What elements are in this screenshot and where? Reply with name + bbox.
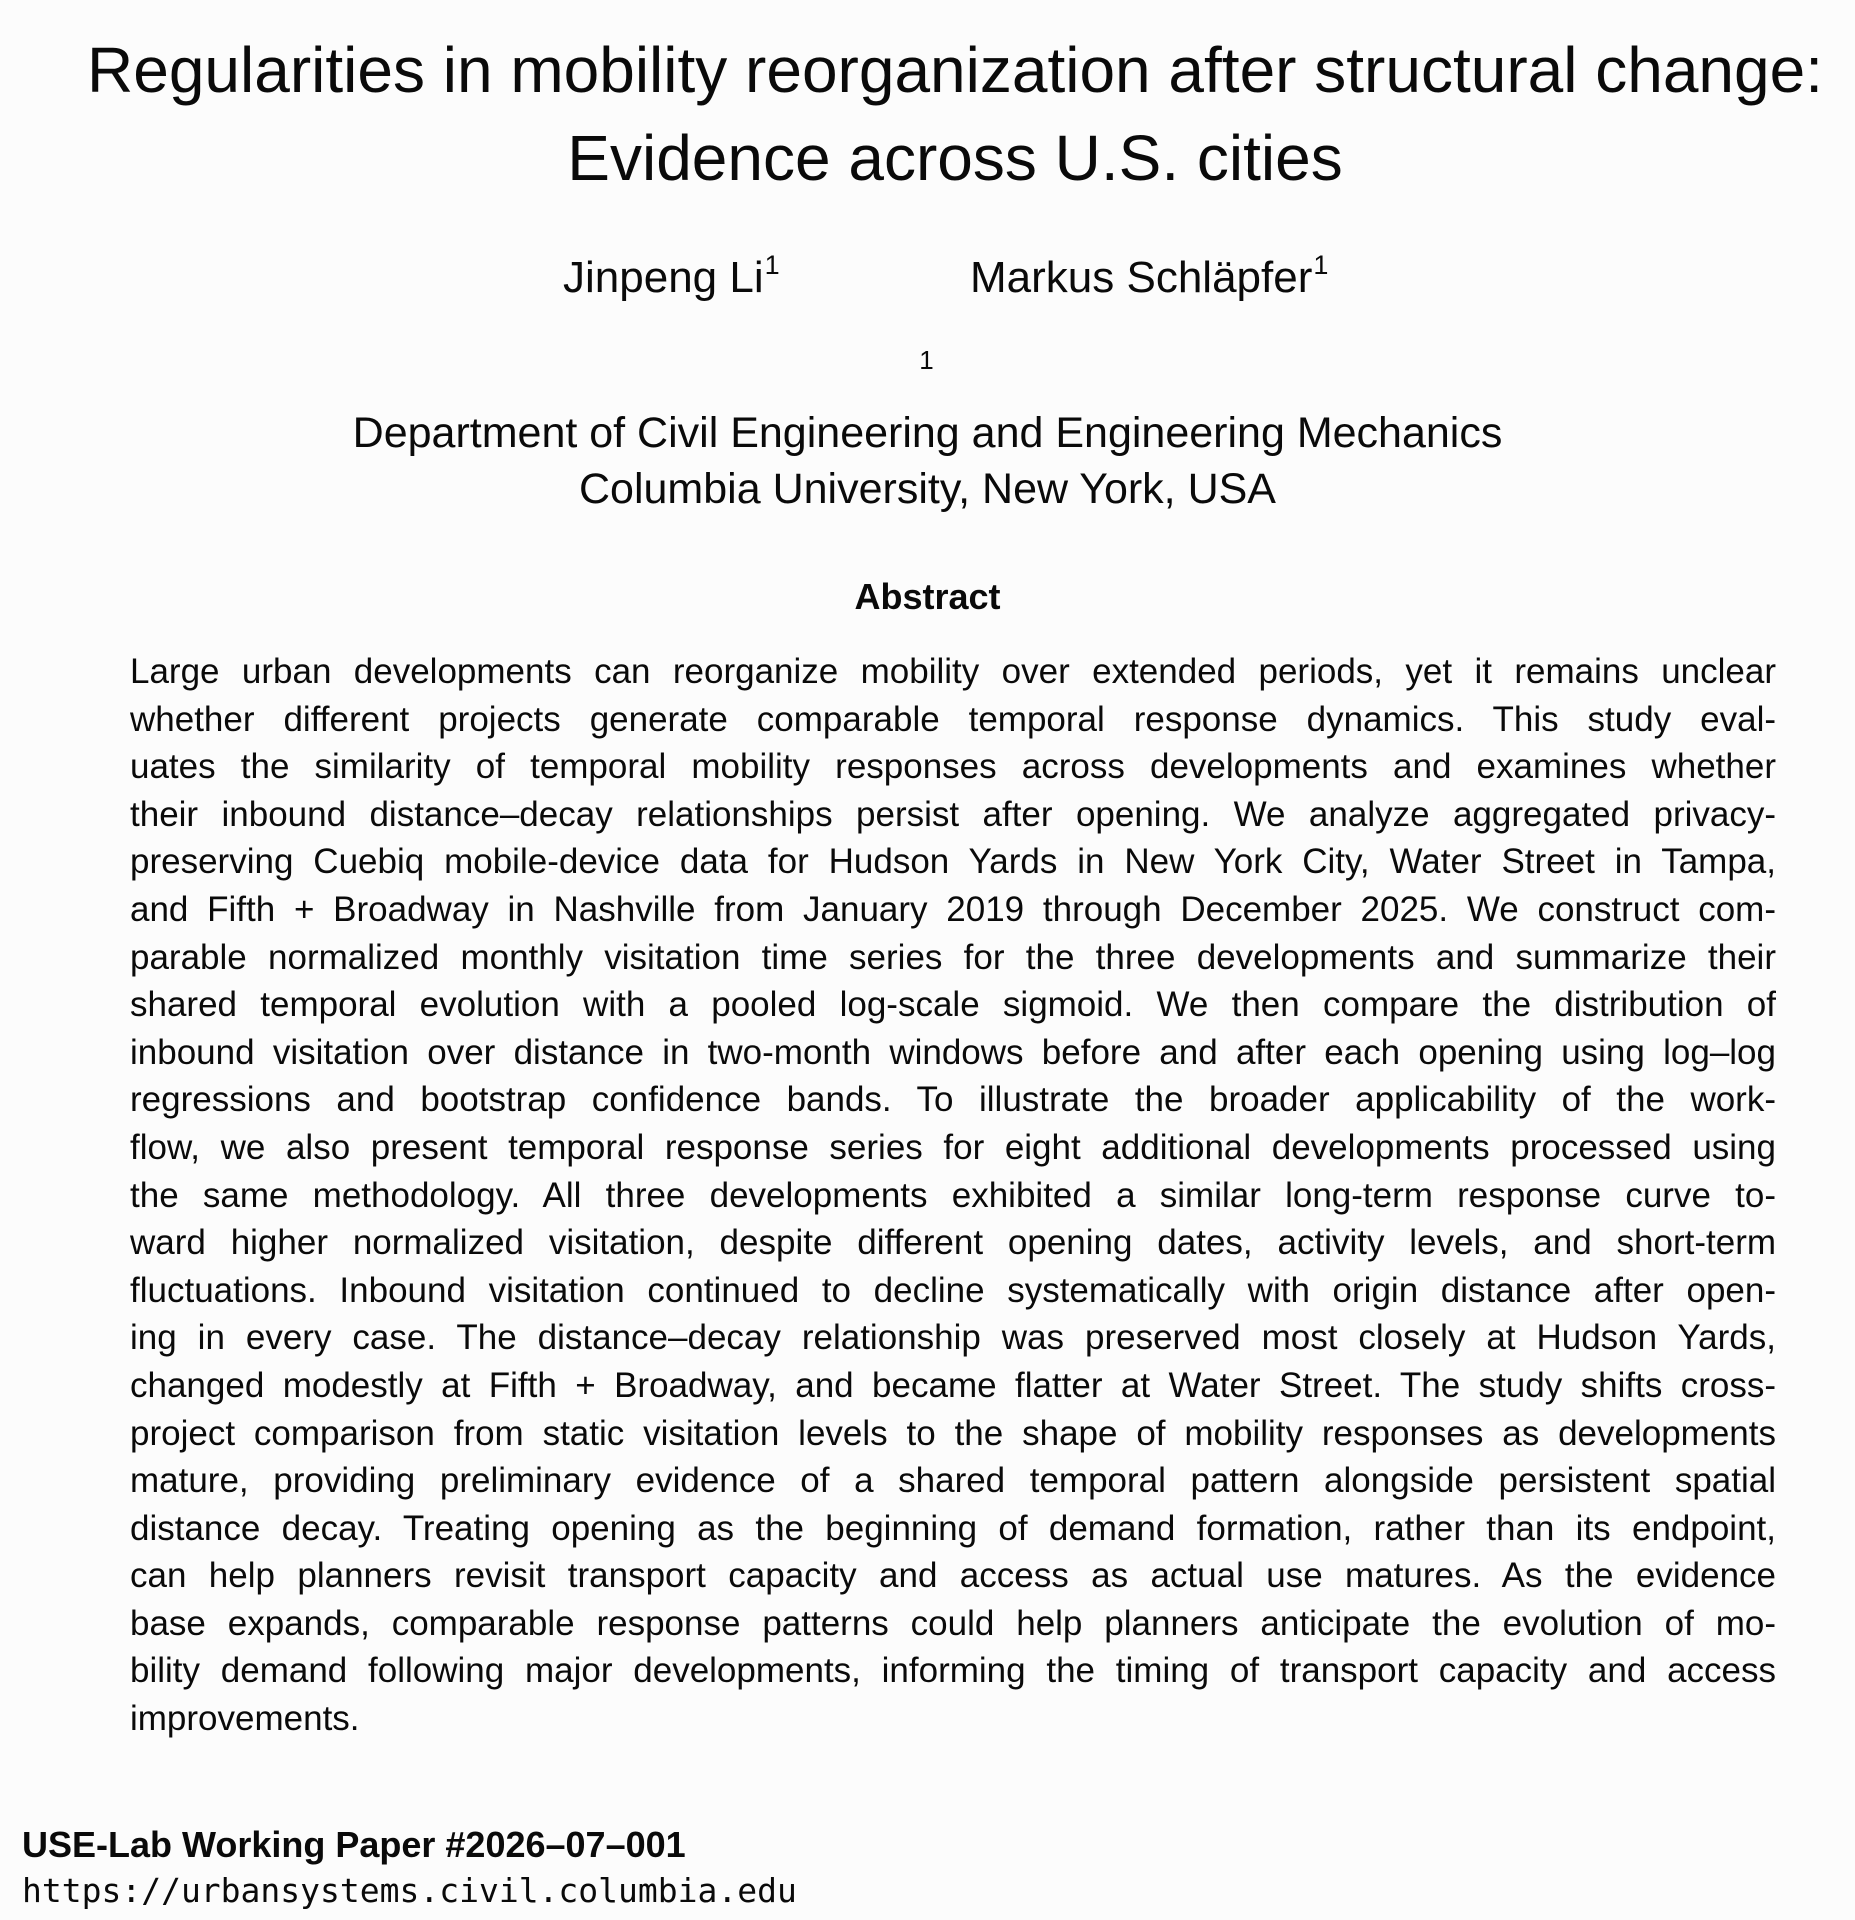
author-jinpeng-li bbox=[563, 248, 780, 313]
abstract-line: distance decay. Treating opening as the beginning of demand formation, rather than its endpoint, bbox=[130, 1508, 1776, 1548]
abstract-line: Large urban developments can reorganize mobility over extended periods, yet it remains unclear bbox=[130, 652, 1776, 691]
abstract-line: fluctuations. Inbound visitation continued to decline systematically with origin distance after open- bbox=[130, 1270, 1776, 1310]
title-line: Regularities in mobility reorganization after structural change: bbox=[87, 34, 1823, 106]
working-paper-label: USE-Lab Working Paper #2026–07–001 bbox=[22, 1824, 686, 1865]
abstract-line: parable normalized monthly visitation time series for the three developments and summarize their bbox=[130, 937, 1776, 977]
author-name: Jinpeng Li bbox=[563, 253, 764, 302]
abstract-line: regressions and bootstrap confidence bands. To illustrate the broader applicability of the work- bbox=[130, 1080, 1776, 1120]
title-line: Evidence across U.S. cities bbox=[567, 122, 1343, 194]
affiliation-mark: 1 bbox=[1313, 250, 1329, 280]
abstract-line: ing in every case. The distance–decay relationship was preserved most closely at Hudson Yards, bbox=[130, 1318, 1776, 1358]
abstract-line: can help planners revisit transport capacity and access as actual use matures. As the evidence bbox=[130, 1556, 1776, 1596]
affiliation-mark: 1 bbox=[919, 345, 934, 375]
affiliation bbox=[0, 344, 1855, 517]
abstract-line: and Fifth + Broadway in Nashville from January 2019 through December 2025. We construct com- bbox=[130, 889, 1776, 929]
affiliation-department bbox=[0, 344, 1855, 461]
abstract-line: uates the similarity of temporal mobility responses across developments and examines whether bbox=[130, 747, 1776, 787]
abstract-line: project comparison from static visitation levels to the shape of mobility responses as developments bbox=[130, 1413, 1776, 1453]
abstract-line: bility demand following major developments, informing the timing of transport capacity and access bbox=[130, 1651, 1776, 1691]
abstract-line: the same methodology. All three developments exhibited a similar long-term response curve to- bbox=[130, 1175, 1776, 1215]
affiliation-department-text: Department of Civil Engineering and Engineering Mechanics bbox=[352, 409, 1503, 457]
abstract-line: flow, we also present temporal response series for eight additional developments processed using bbox=[130, 1127, 1776, 1167]
abstract-body bbox=[130, 648, 1776, 1743]
author-markus-schlapfer bbox=[970, 248, 1328, 313]
abstract-line: changed modestly at Fifth + Broadway, and became flatter at Water Street. The study shifts cross- bbox=[130, 1365, 1776, 1405]
abstract-line: preserving Cuebiq mobile-device data for Hudson Yards in New York City, Water Street in Tampa, bbox=[130, 842, 1776, 882]
abstract-line: mature, providing preliminary evidence of a shared temporal pattern alongside persistent spatial bbox=[130, 1461, 1776, 1501]
author-name: Markus Schläpfer bbox=[970, 253, 1313, 302]
paper-title bbox=[40, 26, 1855, 202]
abstract-line: their inbound distance–decay relationships persist after opening. We analyze aggregated privacy- bbox=[130, 794, 1776, 834]
abstract-line: whether different projects generate comparable temporal response dynamics. This study eval- bbox=[130, 699, 1776, 739]
lab-url-link[interactable]: https://urbansystems.civil.columbia.edu bbox=[22, 1871, 797, 1910]
abstract-line: shared temporal evolution with a pooled log-scale sigmoid. We then compare the distribution of bbox=[130, 985, 1776, 1025]
abstract-line: base expands, comparable response patterns could help planners anticipate the evolution of mo- bbox=[130, 1603, 1776, 1643]
abstract-line: improvements. bbox=[130, 1699, 360, 1739]
author-list bbox=[0, 248, 1855, 308]
abstract-heading: Abstract bbox=[854, 576, 1001, 617]
affiliation-institution: Columbia University, New York, USA bbox=[578, 465, 1276, 513]
affiliation-mark: 1 bbox=[764, 250, 780, 280]
abstract-line: inbound visitation over distance in two-month windows before and after each opening using log–log bbox=[130, 1032, 1776, 1072]
abstract-line: ward higher normalized visitation, despite different opening dates, activity levels, and short-term bbox=[130, 1223, 1776, 1263]
